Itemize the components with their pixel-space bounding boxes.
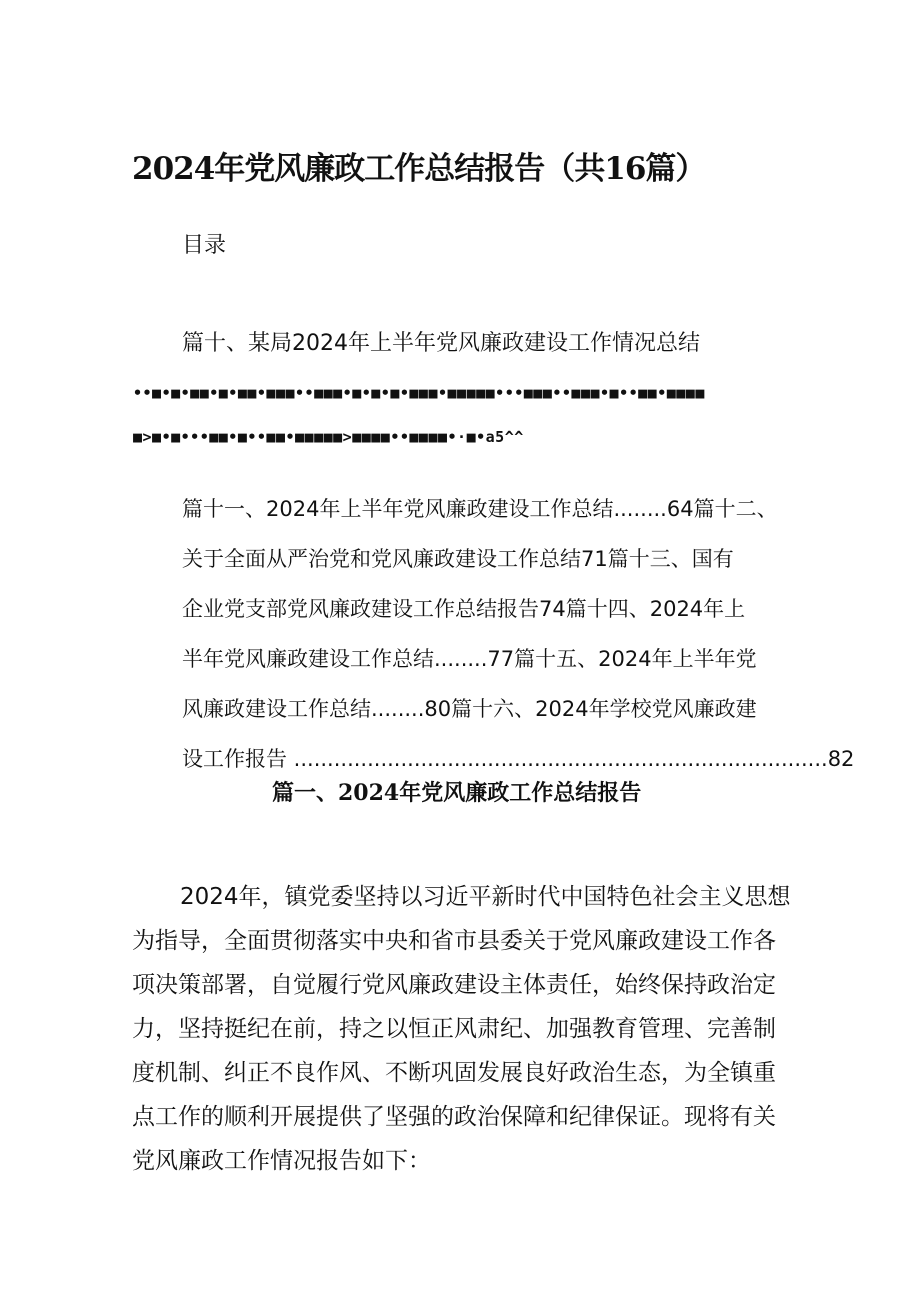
toc-line: 企业党支部党风廉政建设工作总结报告74篇十四、2024年上 <box>182 597 746 621</box>
toc-heading: 目录 <box>182 233 227 258</box>
toc-line: 风廉政建设工作总结........80篇十六、2024年学校党风廉政建 <box>182 697 757 721</box>
garbled-toc-line: ••■•■•■■•■•■■•■■■••■■■•■•■•■•■■■•■■■■■•••■■■••■■■•■••■■•■■■■ <box>133 384 705 402</box>
body-paragraph <box>132 875 792 1183</box>
body-line: 2024年，镇党委坚持以习近平新时代中国特色社会主义思想 <box>180 884 791 910</box>
section-heading: 篇一、2024年党风廉政工作总结报告 <box>272 780 642 806</box>
toc-line: 半年党风廉政建设工作总结........77篇十五、2024年上半年党 <box>182 647 757 671</box>
toc-line: 关于全面从严治党和党风廉政建设工作总结71篇十三、国有 <box>182 547 734 571</box>
toc-line: 篇十一、2024年上半年党风廉政建设工作总结........64篇十二、 <box>182 497 778 521</box>
body-line: 度机制、纠正不良作风、不断巩固发展良好政治生态，为全镇重 <box>132 1060 776 1086</box>
toc-line: 设工作报告 ................................................................................82 <box>182 747 855 771</box>
body-line: 点工作的顺利开展提供了坚强的政治保障和纪律保证。现将有关 <box>132 1104 776 1130</box>
document-title: 2024年党风廉政工作总结报告（共16篇） <box>132 151 706 187</box>
body-line: 力，坚持挺纪在前，持之以恒正风肃纪、加强教育管理、完善制 <box>132 1016 776 1042</box>
body-line: 党风廉政工作情况报告如下： <box>132 1148 431 1174</box>
garbled-toc-line: ■>■•■•••■■•■••■■•■■■■■>■■■■••■■■■•·■•a5^^ <box>133 428 524 446</box>
body-line: 项决策部署，自觉履行党风廉政建设主体责任，始终保持政治定 <box>132 972 776 998</box>
toc-entry: 篇十、某局2024年上半年党风廉政建设工作情况总结 <box>182 331 700 356</box>
body-line: 为指导，全面贯彻落实中央和省市县委关于党风廉政建设工作各 <box>132 928 776 954</box>
toc-block <box>182 484 854 784</box>
